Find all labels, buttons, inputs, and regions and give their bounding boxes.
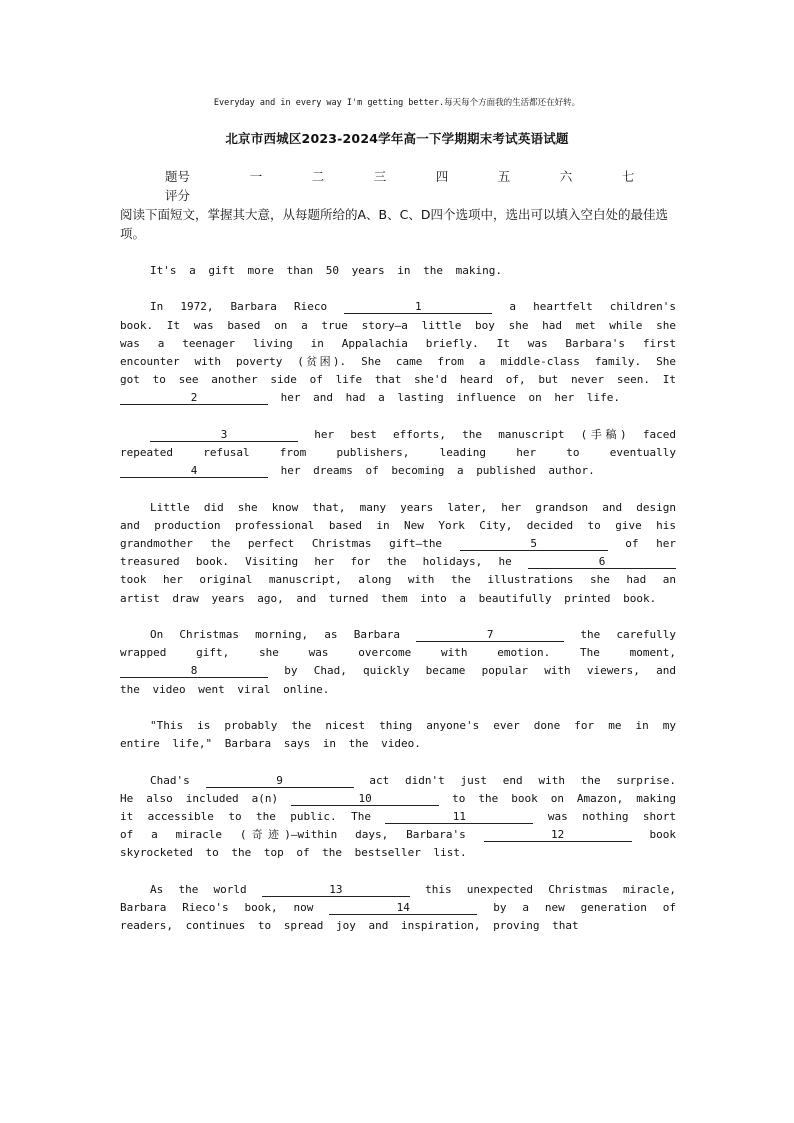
score-column-4: 四 bbox=[435, 168, 449, 184]
score-row-question-numbers bbox=[165, 166, 675, 185]
blank-5[interactable]: 5 bbox=[460, 537, 608, 551]
score-row-scores bbox=[165, 185, 675, 204]
paragraph-1 bbox=[120, 298, 676, 407]
exam-title: 北京市西城区2023-2024学年高一下学期期末考试英语试题 bbox=[225, 131, 569, 146]
blank-10[interactable]: 10 bbox=[291, 792, 439, 806]
blank-2[interactable]: 2 bbox=[120, 391, 268, 405]
p2-text-a: her best efforts, the manuscript (手稿) faced repeated refusal from publishers, leading her to eventually bbox=[120, 427, 677, 459]
header-motto bbox=[0, 96, 794, 108]
p6-text-e: book skyrocketed to the top of the bestseller list. bbox=[120, 828, 677, 860]
passage-subtitle: It's a gift more than 50 years in the making. bbox=[150, 264, 503, 277]
score-column-1: 一 bbox=[249, 168, 263, 184]
p6-text-c: to the book on Amazon, making it accessible to the public. The bbox=[120, 791, 676, 823]
p1-text-a: In 1972, Barbara Rieco bbox=[150, 300, 328, 314]
paragraph-3 bbox=[120, 499, 676, 608]
blank-1[interactable]: 1 bbox=[344, 300, 492, 314]
p4-text-c: by Chad, quickly became popular with viewers, and the video went viral online. bbox=[120, 664, 676, 696]
p1-text-c: her and had a lasting influence on her life. bbox=[280, 391, 621, 405]
p6-text-d: was nothing short of a miracle (奇迹)—within days, Barbara's bbox=[120, 810, 677, 842]
p6-text-b: act didn't just end with the surprise. He also included a(n) bbox=[120, 773, 676, 805]
paragraph-5: "This is probably the nicest thing anyone's ever done for me in my entire life," Barbara says in the video. bbox=[120, 719, 676, 751]
score-column-6: 六 bbox=[559, 168, 573, 184]
p6-text-a: Chad's bbox=[150, 773, 190, 787]
blank-12[interactable]: 12 bbox=[484, 828, 632, 842]
score-column-2: 二 bbox=[311, 168, 325, 184]
cloze-passage bbox=[120, 262, 676, 954]
blank-3[interactable]: 3 bbox=[150, 428, 298, 442]
blank-7[interactable]: 7 bbox=[416, 628, 564, 642]
p2-text-b: her dreams of becoming a published author. bbox=[280, 464, 595, 478]
p3-text-b: of her treasured book. Visiting her for the holidays, he bbox=[120, 537, 676, 569]
p7-text-b: this unexpected Christmas miracle, Barbara Rieco's book, now bbox=[120, 882, 676, 914]
blank-11[interactable]: 11 bbox=[385, 810, 533, 824]
score-table bbox=[165, 166, 675, 204]
score-label: 评分 bbox=[165, 187, 191, 203]
score-column-5: 五 bbox=[497, 168, 511, 184]
motto-chinese: 每天每个方面我的生活都还在好转。 bbox=[444, 98, 581, 108]
paragraph-2 bbox=[120, 426, 676, 481]
p7-text-c: by a new generation of readers, continues to spread joy and inspiration, proving that bbox=[120, 901, 676, 933]
question-number-label: 题号 bbox=[165, 168, 191, 184]
p4-text-b: the carefully wrapped gift, she was overcome with emotion. The moment, bbox=[120, 628, 677, 660]
score-column-7: 七 bbox=[621, 168, 635, 184]
paragraph-4 bbox=[120, 626, 676, 699]
blank-9[interactable]: 9 bbox=[206, 774, 354, 788]
p3-text-a: Little did she know that, many years later, her grandson and design and production professional based in New York City, decided to give his grandmother the perfect Christmas gift—the bbox=[120, 500, 676, 550]
p3-text-c: took her original manuscript, along with the illustrations she had an artist draw years ago, and turned them into a beautifully printed book. bbox=[120, 573, 676, 605]
blank-6[interactable]: 6 bbox=[528, 555, 676, 569]
score-column-3: 三 bbox=[373, 168, 387, 184]
paragraph-7 bbox=[120, 881, 676, 936]
blank-8[interactable]: 8 bbox=[120, 664, 268, 678]
paragraph-6 bbox=[120, 772, 676, 863]
blank-13[interactable]: 13 bbox=[262, 883, 410, 897]
p1-text-b: a heartfelt children's book. It was based on a true story—a little boy she had met while she was a teenager living in Appalachia briefly. It was Barbara's first encounter with poverty (贫困). She came from a middle-class family. She got to see another side of life that she'd heard of, but never seen. It bbox=[120, 300, 677, 387]
motto-english: Everyday and in every way I'm getting better. bbox=[213, 98, 445, 108]
p7-text-a: As the world bbox=[150, 882, 247, 896]
instruction-text: 阅读下面短文，掌握其大意，从每题所给的A、B、C、D四个选项中，选出可以填入空白处的最佳选项。 bbox=[120, 207, 668, 241]
p4-text-a: On Christmas morning, as Barbara bbox=[150, 628, 401, 641]
blank-4[interactable]: 4 bbox=[120, 464, 268, 478]
blank-14[interactable]: 14 bbox=[329, 901, 477, 915]
